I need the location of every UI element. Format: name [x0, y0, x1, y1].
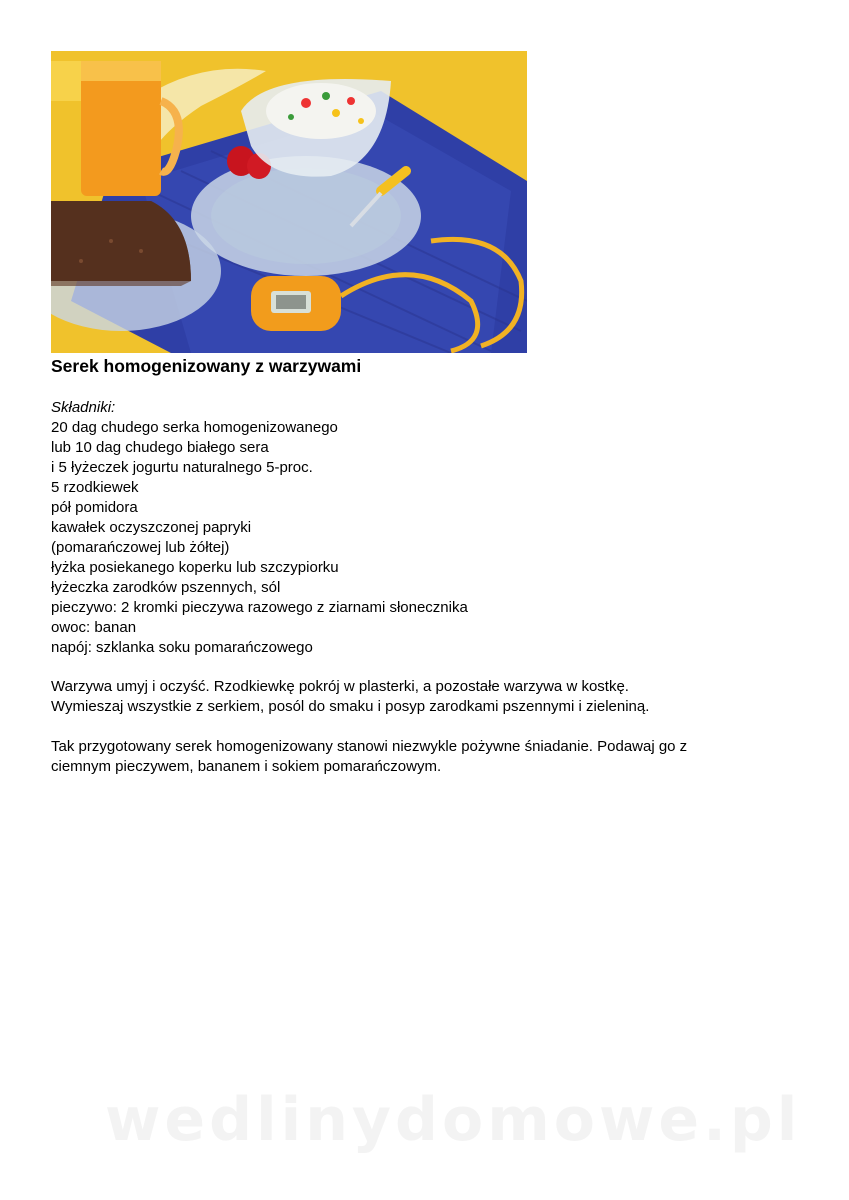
ingredient-line: 5 rzodkiewek: [51, 479, 139, 496]
watermark: wedlinydomowe.pl: [105, 1085, 802, 1155]
paragraph-line: Wymieszaj wszystkie z serkiem, posól do smaku i posyp zarodkami pszennymi i zieleniną.: [51, 698, 650, 715]
ingredient-line: napój: szklanka soku pomarańczowego: [51, 639, 313, 656]
paragraph-line: Warzywa umyj i oczyść. Rzodkiewkę pokrój w plasterki, a pozostałe warzywa w kostkę.: [51, 678, 629, 695]
ingredient-line: (pomarańczowej lub żółtej): [51, 539, 230, 556]
ingredients-list: [51, 398, 468, 658]
serving-paragraph: [51, 737, 687, 777]
paragraph-line: ciemnym pieczywem, bananem i sokiem pomarańczowym.: [51, 758, 442, 775]
ingredients-label: Składniki:: [51, 399, 116, 416]
breakfast-photo: [51, 51, 527, 353]
ingredient-line: łyżeczka zarodków pszennych, sól: [51, 579, 281, 596]
ingredient-line: pieczywo: 2 kromki pieczywa razowego z ziarnami słonecznika: [51, 599, 468, 616]
ingredient-line: pół pomidora: [51, 499, 138, 516]
ingredient-line: 20 dag chudego serka homogenizowanego: [51, 419, 338, 436]
recipe-title: Serek homogenizowany z warzywami: [51, 356, 362, 376]
ingredient-line: owoc: banan: [51, 619, 137, 636]
ingredient-line: łyżka posiekanego koperku lub szczypiorku: [51, 559, 339, 576]
ingredient-line: lub 10 dag chudego białego sera: [51, 439, 269, 456]
preparation-paragraph: [51, 677, 649, 717]
paragraph-line: Tak przygotowany serek homogenizowany stanowi niezwykle pożywne śniadanie. Podawaj go z: [51, 738, 688, 755]
ingredient-line: i 5 łyżeczek jogurtu naturalnego 5-proc.: [51, 459, 313, 476]
ingredient-line: kawałek oczyszczonej papryki: [51, 519, 252, 536]
